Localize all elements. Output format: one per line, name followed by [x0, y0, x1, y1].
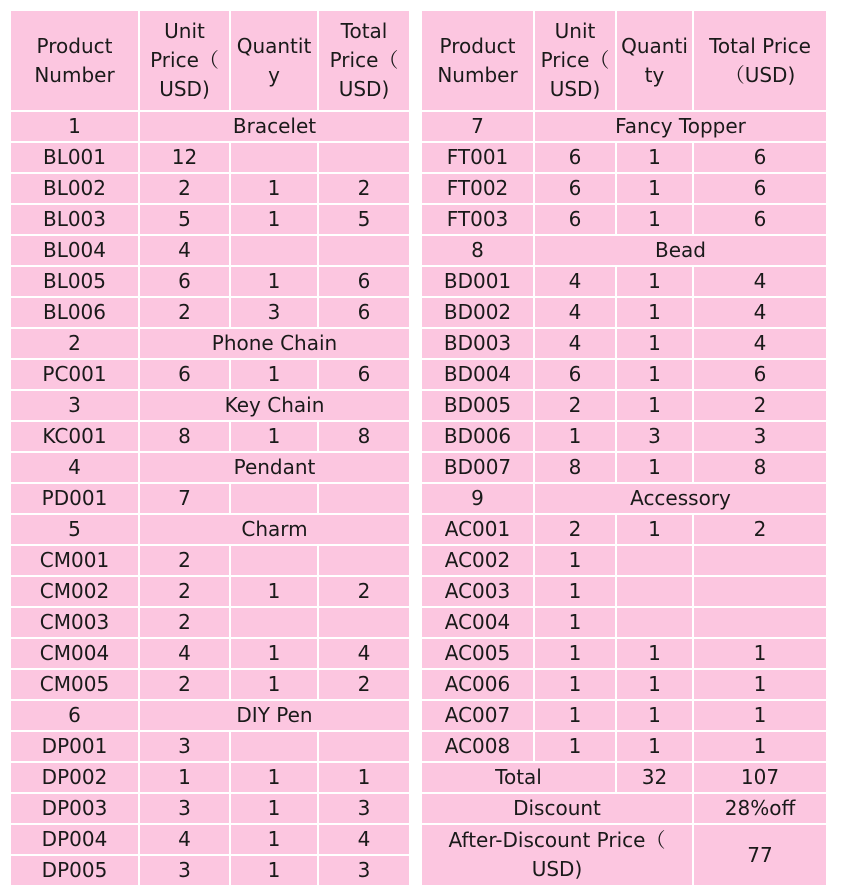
- product-number: DP002: [11, 763, 138, 792]
- unit-price: 4: [140, 639, 229, 668]
- category-name: Bead: [535, 236, 826, 265]
- table-row: [11, 732, 409, 761]
- column-header-line: ty: [644, 62, 665, 87]
- table-row: [422, 360, 826, 389]
- quantity: 1: [231, 794, 317, 823]
- total-price: 107: [694, 763, 826, 792]
- table-row: [11, 174, 409, 203]
- after-discount-label-line: After-Discount Price（: [448, 828, 666, 852]
- product-number: BL003: [11, 205, 138, 234]
- quantity: 1: [231, 205, 317, 234]
- total-price: 1: [694, 639, 826, 668]
- product-number: PC001: [11, 360, 138, 389]
- unit-price: 1: [535, 422, 615, 451]
- quantity: 1: [617, 701, 692, 730]
- category-row: [422, 484, 826, 513]
- table-row: [11, 825, 409, 854]
- quantity: 1: [617, 360, 692, 389]
- discount-row: [422, 794, 826, 823]
- unit-price: 3: [140, 732, 229, 761]
- total-quantity: 32: [617, 763, 692, 792]
- column-header: [11, 11, 138, 110]
- total-price: 6: [694, 360, 826, 389]
- header-row: [422, 11, 826, 110]
- table-row: [422, 391, 826, 420]
- table-row: [11, 546, 409, 575]
- total-price: 4: [319, 825, 409, 854]
- quantity: 1: [231, 267, 317, 296]
- column-header-line: Total Price: [709, 33, 811, 58]
- column-header: [617, 11, 692, 110]
- quantity: [231, 732, 317, 761]
- product-number: DP001: [11, 732, 138, 761]
- discount-label: Discount: [422, 794, 692, 823]
- column-header: [319, 11, 409, 110]
- category-number: 1: [11, 112, 138, 141]
- total-price: 2: [319, 174, 409, 203]
- total-price: 3: [694, 422, 826, 451]
- total-price: [319, 732, 409, 761]
- category-number: 9: [422, 484, 533, 513]
- quantity: [617, 577, 692, 606]
- quantity: 1: [617, 515, 692, 544]
- table-row: [422, 732, 826, 761]
- unit-price: 12: [140, 143, 229, 172]
- column-header-line: Unit: [554, 19, 596, 43]
- product-number: AC006: [422, 670, 533, 699]
- category-name: Accessory: [535, 484, 826, 513]
- column-header-line: （USD): [724, 62, 796, 87]
- product-number: AC002: [422, 546, 533, 575]
- unit-price: 2: [140, 174, 229, 203]
- category-name: Key Chain: [140, 391, 409, 420]
- column-header-line: Product: [439, 33, 516, 58]
- quantity: [617, 546, 692, 575]
- column-header-line: Unit: [164, 19, 205, 43]
- product-number: DP004: [11, 825, 138, 854]
- product-number: AC007: [422, 701, 533, 730]
- unit-price: 2: [535, 515, 615, 544]
- quantity: 1: [617, 267, 692, 296]
- column-header: [140, 11, 229, 110]
- quantity: 1: [617, 453, 692, 482]
- quantity: 1: [617, 205, 692, 234]
- quantity: [231, 143, 317, 172]
- total-price: 8: [319, 422, 409, 451]
- quantity: 1: [231, 825, 317, 854]
- product-number: BD001: [422, 267, 533, 296]
- quantity: 1: [617, 391, 692, 420]
- product-number: BD004: [422, 360, 533, 389]
- unit-price: 1: [535, 639, 615, 668]
- column-header: [422, 11, 533, 110]
- unit-price: 4: [535, 267, 615, 296]
- product-number: BL002: [11, 174, 138, 203]
- table-row: [422, 298, 826, 327]
- column-header-line: Price（: [540, 48, 610, 72]
- unit-price: 3: [140, 794, 229, 823]
- unit-price: 1: [535, 701, 615, 730]
- category-name: Fancy Topper: [535, 112, 826, 141]
- unit-price: 2: [535, 391, 615, 420]
- product-number: DP005: [11, 856, 138, 885]
- unit-price: 1: [140, 763, 229, 792]
- right-table-body: [422, 11, 826, 885]
- category-name: Charm: [140, 515, 409, 544]
- quantity: 1: [617, 639, 692, 668]
- quantity: 3: [231, 298, 317, 327]
- total-price: 6: [694, 143, 826, 172]
- table-row: [11, 856, 409, 885]
- quantity: 1: [617, 298, 692, 327]
- column-header-line: Quanti: [621, 33, 688, 58]
- category-number: 2: [11, 329, 138, 358]
- category-row: [11, 112, 409, 141]
- quantity: 1: [231, 763, 317, 792]
- table-row: [422, 608, 826, 637]
- category-row: [11, 701, 409, 730]
- total-price: [319, 546, 409, 575]
- total-price: [319, 608, 409, 637]
- unit-price: 1: [535, 608, 615, 637]
- product-number: BD005: [422, 391, 533, 420]
- unit-price: 2: [140, 298, 229, 327]
- table-row: [422, 670, 826, 699]
- quantity: [231, 236, 317, 265]
- right-price-table: [420, 9, 828, 887]
- column-header-line: Quantit: [236, 33, 312, 58]
- unit-price: 6: [140, 267, 229, 296]
- column-header: [694, 11, 826, 110]
- unit-price: 6: [535, 143, 615, 172]
- product-number: AC005: [422, 639, 533, 668]
- quantity: [231, 484, 317, 513]
- product-number: BD002: [422, 298, 533, 327]
- unit-price: 2: [140, 546, 229, 575]
- column-header-line: Total: [340, 19, 388, 43]
- category-row: [11, 453, 409, 482]
- column-header-line: USD): [549, 77, 601, 101]
- category-name: DIY Pen: [140, 701, 409, 730]
- total-price: 2: [319, 670, 409, 699]
- product-number: FT002: [422, 174, 533, 203]
- total-price: 4: [319, 639, 409, 668]
- quantity: 1: [231, 174, 317, 203]
- table-row: [11, 236, 409, 265]
- table-row: [11, 670, 409, 699]
- table-row: [422, 577, 826, 606]
- category-number: 4: [11, 453, 138, 482]
- product-number: BL004: [11, 236, 138, 265]
- quantity: 1: [617, 670, 692, 699]
- product-number: BL001: [11, 143, 138, 172]
- table-row: [11, 360, 409, 389]
- total-price: 1: [694, 732, 826, 761]
- quantity: [617, 608, 692, 637]
- unit-price: 5: [140, 205, 229, 234]
- column-header-line: Price（: [329, 48, 399, 72]
- quantity: 1: [617, 143, 692, 172]
- product-number: CM002: [11, 577, 138, 606]
- after-discount-row: [422, 825, 826, 885]
- product-number: BD006: [422, 422, 533, 451]
- quantity: 1: [231, 360, 317, 389]
- unit-price: 8: [535, 453, 615, 482]
- total-price: 6: [694, 205, 826, 234]
- product-number: DP003: [11, 794, 138, 823]
- total-price: 3: [319, 794, 409, 823]
- table-row: [422, 546, 826, 575]
- column-header-line: USD): [159, 77, 210, 101]
- unit-price: 4: [535, 329, 615, 358]
- unit-price: 8: [140, 422, 229, 451]
- product-number: CM001: [11, 546, 138, 575]
- total-price: 4: [694, 298, 826, 327]
- unit-price: 1: [535, 577, 615, 606]
- total-price: 6: [319, 267, 409, 296]
- total-price: 2: [694, 391, 826, 420]
- product-number: AC001: [422, 515, 533, 544]
- category-number: 7: [422, 112, 533, 141]
- table-row: [11, 422, 409, 451]
- header-row: [11, 11, 409, 110]
- table-row: [11, 577, 409, 606]
- product-number: PD001: [11, 484, 138, 513]
- unit-price: 6: [535, 205, 615, 234]
- table-row: [11, 484, 409, 513]
- total-price: 6: [319, 360, 409, 389]
- unit-price: 1: [535, 546, 615, 575]
- table-row: [422, 701, 826, 730]
- unit-price: 2: [140, 608, 229, 637]
- total-price: 1: [694, 701, 826, 730]
- category-name: Pendant: [140, 453, 409, 482]
- unit-price: 4: [535, 298, 615, 327]
- total-price: 6: [319, 298, 409, 327]
- table-row: [422, 267, 826, 296]
- category-number: 6: [11, 701, 138, 730]
- total-price: 1: [319, 763, 409, 792]
- table-row: [422, 174, 826, 203]
- quantity: 3: [617, 422, 692, 451]
- product-number: BL005: [11, 267, 138, 296]
- after-discount-value: 77: [694, 825, 826, 885]
- total-price: 2: [694, 515, 826, 544]
- category-name: Phone Chain: [140, 329, 409, 358]
- after-discount-label-line: USD): [531, 857, 583, 881]
- quantity: 1: [617, 329, 692, 358]
- total-price: [694, 577, 826, 606]
- table-row: [11, 143, 409, 172]
- unit-price: 3: [140, 856, 229, 885]
- column-header-line: y: [268, 62, 280, 87]
- unit-price: 1: [535, 670, 615, 699]
- column-header-line: Number: [34, 62, 115, 87]
- product-number: AC004: [422, 608, 533, 637]
- table-row: [422, 639, 826, 668]
- total-price: [694, 608, 826, 637]
- table-row: [422, 205, 826, 234]
- total-price: [319, 236, 409, 265]
- column-header-line: USD): [338, 77, 390, 101]
- left-price-table: [9, 9, 411, 887]
- table-row: [11, 794, 409, 823]
- total-label: Total: [422, 763, 615, 792]
- table-row: [422, 143, 826, 172]
- table-row: [422, 515, 826, 544]
- total-price: 8: [694, 453, 826, 482]
- unit-price: 1: [535, 732, 615, 761]
- product-number: CM004: [11, 639, 138, 668]
- table-row: [11, 267, 409, 296]
- table-row: [422, 422, 826, 451]
- quantity: [231, 546, 317, 575]
- category-name: Bracelet: [140, 112, 409, 141]
- quantity: 1: [617, 174, 692, 203]
- category-number: 5: [11, 515, 138, 544]
- quantity: 1: [617, 732, 692, 761]
- table-row: [11, 608, 409, 637]
- category-row: [11, 515, 409, 544]
- total-price: [319, 484, 409, 513]
- product-number: BL006: [11, 298, 138, 327]
- product-number: CM005: [11, 670, 138, 699]
- column-header-line: Number: [437, 62, 518, 87]
- table-row: [422, 453, 826, 482]
- unit-price: 6: [535, 360, 615, 389]
- product-number: BD003: [422, 329, 533, 358]
- quantity: 1: [231, 422, 317, 451]
- total-price: 2: [319, 577, 409, 606]
- unit-price: 4: [140, 236, 229, 265]
- left-table-body: [11, 11, 409, 885]
- table-row: [11, 763, 409, 792]
- total-price: [319, 143, 409, 172]
- product-number: FT001: [422, 143, 533, 172]
- unit-price: 4: [140, 825, 229, 854]
- quantity: 1: [231, 670, 317, 699]
- product-number: CM003: [11, 608, 138, 637]
- total-price: 4: [694, 329, 826, 358]
- category-row: [11, 329, 409, 358]
- unit-price: 6: [140, 360, 229, 389]
- total-price: [694, 546, 826, 575]
- total-row: [422, 763, 826, 792]
- quantity: 1: [231, 577, 317, 606]
- column-header: [231, 11, 317, 110]
- column-header-line: Product: [36, 33, 113, 58]
- unit-price: 6: [535, 174, 615, 203]
- product-number: AC008: [422, 732, 533, 761]
- quantity: [231, 608, 317, 637]
- category-number: 3: [11, 391, 138, 420]
- discount-value: 28%off: [694, 794, 826, 823]
- quantity: 1: [231, 856, 317, 885]
- category-row: [422, 236, 826, 265]
- table-row: [11, 639, 409, 668]
- column-header-line: Price（: [150, 48, 219, 72]
- total-price: 5: [319, 205, 409, 234]
- total-price: 6: [694, 174, 826, 203]
- table-row: [11, 205, 409, 234]
- unit-price: 2: [140, 577, 229, 606]
- unit-price: 2: [140, 670, 229, 699]
- total-price: 3: [319, 856, 409, 885]
- total-price: 1: [694, 670, 826, 699]
- table-row: [11, 298, 409, 327]
- product-number: FT003: [422, 205, 533, 234]
- after-discount-label: [422, 825, 692, 885]
- category-row: [422, 112, 826, 141]
- product-number: AC003: [422, 577, 533, 606]
- quantity: 1: [231, 639, 317, 668]
- total-price: 4: [694, 267, 826, 296]
- product-number: BD007: [422, 453, 533, 482]
- table-row: [422, 329, 826, 358]
- column-header: [535, 11, 615, 110]
- category-number: 8: [422, 236, 533, 265]
- category-row: [11, 391, 409, 420]
- unit-price: 7: [140, 484, 229, 513]
- product-number: KC001: [11, 422, 138, 451]
